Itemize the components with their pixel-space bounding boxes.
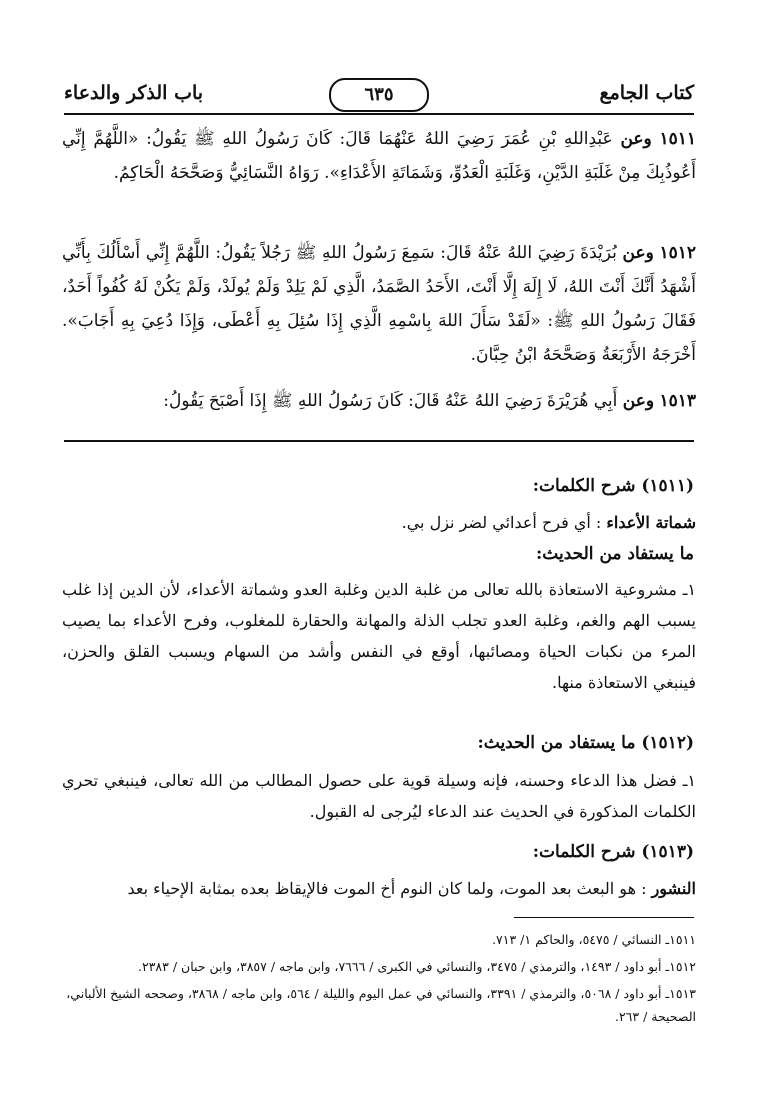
chapter-title: باب الذكر والدعاء bbox=[64, 82, 204, 104]
glossary-definition: : أي فرح أعدائي لضر نزل بي. bbox=[401, 513, 602, 532]
section-title-benefits-1511: ما يستفاد من الحديث: bbox=[536, 544, 694, 564]
section-title-1511: (١٥١١) شرح الكلمات: bbox=[532, 476, 694, 496]
benefits-text-1511: ١ـ مشروعية الاستعاذة بالله تعالى من غلبة الدين وغلبة العدو وشماتة الأعداء، لأن الدين إذا غلب يسبب الهم والغم، وغلبة العدو تجلب الذلة والمهانة والحقارة للمغلوب، وفرح الأعداء بما يصيب المرء من نكبات الحياة ومصائبها، أوقع في النفس وأشد من السهام ويسبب القلق والحزن، فينبغي الاستعاذة منها. bbox=[62, 580, 696, 692]
hadith-number: ١٥١٣ bbox=[659, 391, 696, 411]
hadith-connector: وعن bbox=[622, 391, 655, 411]
hadith-text: بُرَيْدَةَ رَضِيَ اللهُ عَنْهُ قَالَ: سَمِعَ رَسُولُ اللهِ ﷺ رَجُلاً يَقُولُ: اللَّهُمَّ إِنِّي أَسْأَلُكَ بِأَنِّي أَشْهَدُ أَنَّكَ أَنْتَ اللهُ، لَا إِلَهَ إِلَّا أَنْتَ، الأَحَدُ الصَّمَدُ، الَّذِي لَمْ يَلِدْ وَلَمْ يُولَدْ، وَلَمْ يَكُنْ لَهُ كُفُواً أَحَدٌ، فَقَالَ رَسُولُ اللهِ ﷺ: «لَقَدْ سَأَلَ اللهَ بِاسْمِهِ الَّذِي إِذَا سُئِلَ بِهِ أَعْطَى، وَإِذَا دُعِيَ بِهِ أَجَابَ». أَخْرَجَهُ الأَرْبَعَةُ وَصَحَّحَهُ ابْنُ حِبَّانَ. bbox=[62, 243, 696, 365]
section-title-benefits-1512: (١٥١٢) ما يستفاد من الحديث: bbox=[477, 733, 694, 753]
footnote: ١٥١٣ـ أبو داود / ٥٠٦٨، والترمذي / ٣٣٩١، والنسائي في عمل اليوم والليلة / ٥٦٤، وابن ماجه / ٣٨٦٨، وصححه الشيخ الألباني، الصحيحة / ٢٦٣. bbox=[66, 986, 696, 1024]
footnotes bbox=[62, 928, 696, 1032]
hadith-1513 bbox=[62, 384, 696, 418]
hadith-connector: وعن bbox=[622, 243, 654, 263]
page-number: ٦٣٥ bbox=[329, 78, 429, 112]
hadith-connector: وعن bbox=[620, 129, 652, 149]
word-explanation-1513 bbox=[62, 873, 696, 904]
hadith-text: عَبْدِاللهِ بْنِ عُمَرَ رَضِيَ اللهُ عَنْهُمَا قَالَ: كَانَ رَسُولُ اللهِ ﷺ يَقُولُ: «اللَّهُمَّ إِنِّي أَعُوذُبِكَ مِنْ غَلَبَةِ الدَّيْنِ، وَغَلَبَةِ الْعَدُوِّ، وَشَمَاتَةِ الأَعْدَاءِ». رَوَاهُ النَّسَائِيُّ وَصَحَّحَهُ الْحَاكِمُ. bbox=[62, 129, 696, 183]
header-divider bbox=[64, 113, 694, 115]
hadith-1512 bbox=[62, 236, 696, 372]
hadith-number: ١٥١٢ bbox=[659, 243, 697, 263]
book-title: كتاب الجامع bbox=[599, 82, 694, 104]
glossary-definition: : هو البعث بعد الموت، ولما كان النوم أخ الموت فالإيقاظ بعده بمثابة الإحياء بعد bbox=[127, 879, 647, 898]
section-title-1513: (١٥١٣) شرح الكلمات: bbox=[532, 842, 694, 862]
glossary-term: النشور bbox=[651, 879, 696, 898]
footnote-divider bbox=[514, 917, 694, 918]
footnote: ١٥١١ـ النسائي / ٥٤٧٥، والحاكم ١/ ٧١٣. bbox=[492, 932, 696, 947]
hadith-number: ١٥١١ bbox=[659, 129, 696, 149]
hadith-text: أَبِي هُرَيْرَةَ رَضِيَ اللهُ عَنْهُ قَالَ: كَانَ رَسُولُ اللهِ ﷺ إِذَا أَصْبَحَ يَقُولُ: bbox=[163, 391, 618, 411]
hadith-1511 bbox=[62, 122, 696, 190]
word-explanation-1511 bbox=[62, 507, 696, 538]
glossary-term: شماتة الأعداء bbox=[606, 513, 696, 532]
page-header bbox=[64, 78, 694, 118]
benefits-text-1512: ١ـ فضل هذا الدعاء وحسنه، فإنه وسيلة قوية على حصول المطالب من الله تعالى، فينبغي تحري الكلمات المذكورة في الحديث عند الدعاء ليُرجى له القبول. bbox=[62, 771, 696, 821]
commentary-divider bbox=[64, 440, 694, 442]
footnote: ١٥١٢ـ أبو داود / ١٤٩٣، والترمذي / ٣٤٧٥، والنسائي في الكبرى / ٧٦٦٦، وابن ماجه / ٣٨٥٧، وابن حبان / ٢٣٨٣. bbox=[138, 959, 696, 974]
